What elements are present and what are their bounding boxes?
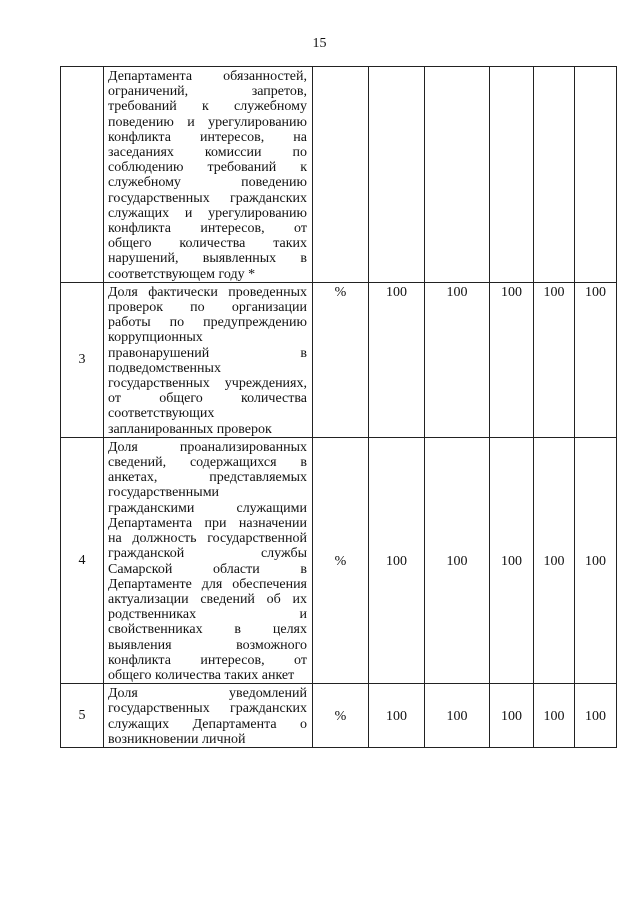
description-line: от общего количества xyxy=(108,391,307,407)
description-line: служащих и урегулированию xyxy=(108,205,307,221)
description-line: Департамента при назначении xyxy=(108,515,307,531)
indicator-description-cell xyxy=(104,437,313,683)
description-line: Департамента обязанностей, xyxy=(108,69,307,84)
unit-cell: % xyxy=(313,684,369,748)
description-line: общего количества таких анкет xyxy=(108,667,295,683)
description-line: правонарушений в xyxy=(108,345,307,361)
value-cell: 100 xyxy=(575,282,617,437)
table-row xyxy=(61,67,617,283)
description-line: ограничений, запретов, xyxy=(108,84,307,100)
table-row xyxy=(61,437,617,683)
description-line: Департаменте для обеспечения xyxy=(108,576,307,592)
value-cell xyxy=(425,67,490,283)
description-line: гражданской службы xyxy=(108,546,307,562)
description-line: соблюдению требований к xyxy=(108,160,307,176)
value-cell: 100 xyxy=(425,282,490,437)
description-line: конфликта интересов, на xyxy=(108,129,307,145)
table-row xyxy=(61,684,617,748)
page-number: 15 xyxy=(312,36,327,51)
row-number-cell: 3 xyxy=(61,282,104,437)
value-cell: 100 xyxy=(369,684,425,748)
indicator-description-cell xyxy=(104,684,313,748)
description-line: Доля фактически проведенных xyxy=(108,284,307,300)
table-row xyxy=(61,282,617,437)
value-cell xyxy=(575,67,617,283)
description-line: соответствующем году * xyxy=(108,266,256,282)
description-line: родственниках и xyxy=(108,607,307,623)
value-cell xyxy=(534,67,575,283)
description-line: Самарской области в xyxy=(108,561,307,577)
value-cell: 100 xyxy=(575,437,617,683)
description-line: свойственниках в целях xyxy=(108,622,307,638)
description-line: актуализации сведений об их xyxy=(108,591,307,607)
value-cell: 100 xyxy=(490,437,534,683)
description-line: на должность государственной xyxy=(108,531,307,547)
indicator-description-cell xyxy=(104,282,313,437)
description-line: Доля проанализированных xyxy=(108,439,307,455)
row-number-cell: 5 xyxy=(61,684,104,748)
value-cell: 100 xyxy=(534,684,575,748)
description-line: проверок по организации xyxy=(108,300,307,316)
description-line: государственных гражданских xyxy=(108,701,307,717)
description-line: заседаниях комиссии по xyxy=(108,145,307,161)
description-line: работы по предупреждению xyxy=(108,315,307,331)
value-cell: 100 xyxy=(425,437,490,683)
description-line: служащих Департамента о xyxy=(108,716,307,732)
description-line: государственных учреждениях, xyxy=(108,376,307,392)
value-cell: 100 xyxy=(425,684,490,748)
description-line: сведений, содержащихся в xyxy=(108,455,307,471)
value-cell: 100 xyxy=(534,437,575,683)
description-line: служебному поведению xyxy=(108,175,307,191)
description-line: выявления возможного xyxy=(108,637,307,653)
description-line: анкетах, представляемых xyxy=(108,470,307,486)
row-number-cell xyxy=(61,67,104,283)
description-line: коррупционных xyxy=(108,330,203,346)
value-cell: 100 xyxy=(369,282,425,437)
description-line: запланированных проверок xyxy=(108,421,272,437)
indicators-table xyxy=(60,66,617,748)
value-cell xyxy=(369,67,425,283)
value-cell: 100 xyxy=(534,282,575,437)
description-line: конфликта интересов, от xyxy=(108,652,307,668)
description-line: конфликта интересов, от xyxy=(108,221,307,237)
description-line: Доля уведомлений xyxy=(108,686,307,702)
table-body xyxy=(61,67,617,748)
description-line: подведомственных xyxy=(108,360,221,376)
description-line: государственными xyxy=(108,485,220,501)
description-line: поведению и урегулированию xyxy=(108,114,307,130)
value-cell: 100 xyxy=(490,684,534,748)
description-line: возникновении личной xyxy=(108,731,246,747)
description-line: гражданскими служащими xyxy=(108,500,307,516)
row-number-cell: 4 xyxy=(61,437,104,683)
description-line: общего количества таких xyxy=(108,236,307,252)
value-cell xyxy=(490,67,534,283)
unit-cell: % xyxy=(313,282,369,437)
unit-cell xyxy=(313,67,369,283)
value-cell: 100 xyxy=(369,437,425,683)
description-line: требований к служебному xyxy=(108,99,307,115)
description-line: нарушений, выявленных в xyxy=(108,251,307,267)
description-line: государственных гражданских xyxy=(108,190,307,206)
value-cell: 100 xyxy=(575,684,617,748)
description-line: соответствующих xyxy=(108,406,215,422)
indicator-description-cell xyxy=(104,67,313,283)
unit-cell: % xyxy=(313,437,369,683)
value-cell: 100 xyxy=(490,282,534,437)
